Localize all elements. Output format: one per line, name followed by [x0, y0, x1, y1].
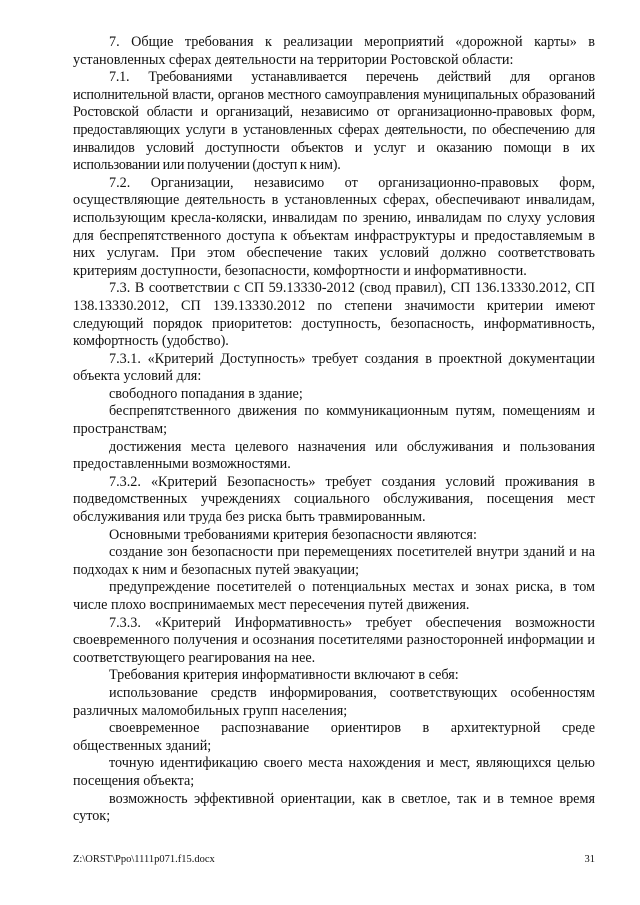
- list-item-safety-zones: создание зон безопасности при перемещениях посетителей внутри зданий и на подходах к ним и безопасных путей эвакуации;: [73, 544, 595, 578]
- section-7-heading: 7. Общие требования к реализации мероприятий «дорожной карты» в установленных сферах деятельности на территории Ростовской области:: [73, 34, 595, 68]
- informativeness-requirements-intro: Требования критерия информативности включают в себя:: [109, 667, 459, 684]
- footer-file-path: Z:\ORST\Ppo\1111p071.f15.docx: [73, 854, 215, 865]
- paragraph-7-3: 7.3. В соответствии с СП 59.13330-2012 (свод правил), СП 136.13330.2012, СП 138.13330.2012, СП 139.13330.2012 по степени значимости критерии имеют следующий порядок приоритетов: доступность, безопасность, информативность, комфортность (удобство).: [73, 280, 595, 350]
- paragraph-7-1: 7.1. Требованиями устанавливается перечень действий для органов исполнительной власти, органов местного самоуправления муниципальных образований Ростовской области и организаций, независимо от организационно-правовых форм, предоставляющих услуги в установленных сферах деятельности, по обеспечению для инвалидов условий доступности объектов и услуг и оказанию помощи в их использовании или получении (доступ к ним).: [73, 69, 595, 174]
- list-item-orientation: возможность эффективной ориентации, как в светлое, так и в темное время суток;: [73, 790, 595, 825]
- list-item-free-entry: свободного попадания в здание;: [109, 385, 303, 402]
- list-item-risk-warning: предупреждение посетителей о потенциальных местах и зонах риска, в том числе плохо воспринимаемых мест пересечения путей движения.: [73, 579, 595, 613]
- list-item-reaching-destination: достижения места целевого назначения или обслуживания и пользования предоставленными возможностями.: [73, 438, 595, 473]
- document-body: [73, 34, 595, 826]
- paragraph-7-3-1: 7.3.1. «Критерий Доступность» требует создания в проектной документации объекта условий для:: [73, 350, 595, 385]
- page-number: 31: [584, 854, 595, 865]
- list-item-location-identification: точную идентификацию своего места нахождения и мест, являющихся целью посещения объекта;: [73, 755, 595, 789]
- list-item-unobstructed-movement: беспрепятственного движения по коммуникационным путям, помещениям и пространствам;: [73, 403, 595, 438]
- paragraph-7-3-2: 7.3.2. «Критерий Безопасность» требует создания условий проживания в подведомственных учреждениях социального обслуживания, посещения мест обслуживания или труда без риска быть травмированным.: [73, 473, 595, 526]
- paragraph-7-2: 7.2. Организации, независимо от организационно-правовых форм, осуществляющие деятельность в установленных сферах, обеспечивают инвалидам, использующим кресла-коляски, инвалидам по зрению, инвалидам по слуху условия для беспрепятственного доступа к объектам инфраструктуры и предоставляемым в них услугам. При этом обеспечение таких условий должно соответствовать критериям доступности, безопасности, комфортности и информативности.: [73, 174, 595, 279]
- list-item-landmark-recognition: своевременное распознавание ориентиров в архитектурной среде общественных зданий;: [73, 720, 595, 754]
- safety-requirements-intro: Основными требованиями критерия безопасности являются:: [109, 526, 477, 543]
- paragraph-7-3-3: 7.3.3. «Критерий Информативность» требует обеспечения возможности своевременного получения и осознания посетителями разносторонней информации и соответствующего реагирования на нее.: [73, 614, 595, 666]
- list-item-information-means: использование средств информирования, соответствующих особенностям различных маломобильных групп населения;: [73, 684, 595, 719]
